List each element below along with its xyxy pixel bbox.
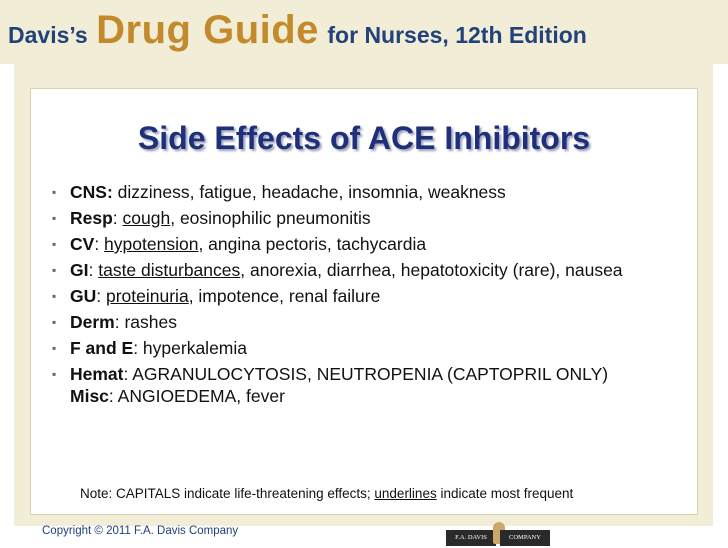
list-item [46,207,686,229]
slide-title: Side Effects of ACE Inhibitors [137,120,591,156]
item-label: Derm [70,312,115,332]
list-item [46,233,686,255]
list-item [46,285,686,307]
item-label: GI [70,260,89,280]
item-text-after: , angina pectoris, tachycardia [198,234,427,254]
item-underlined: taste disturbances [98,260,241,280]
logo-right-plate: COMPANY [500,530,550,546]
bullet-icon: ▪ [52,237,57,251]
bullet-icon: ▪ [52,341,57,355]
item-label: GU [70,286,97,306]
side-effects-list [46,181,686,411]
item-text: : [112,208,123,228]
item-text: : hyperkalemia [133,338,248,358]
bullet-icon: ▪ [52,263,57,277]
misc-label: Misc [70,386,109,406]
misc-text: : ANGIOEDEMA, fever [108,386,285,406]
copyright-text: Copyright © 2011 F.A. Davis Company [42,525,239,537]
book-title [8,8,587,53]
bullet-icon: ▪ [52,185,57,199]
item-label: F and E [70,338,134,358]
item-label: CV [70,234,95,254]
item-text: : [88,260,99,280]
note-underlined: underlines [374,486,437,501]
item-text-after: , anorexia, diarrhea, hepatotoxicity (rare), nausea [240,260,623,280]
item-text: : [94,234,105,254]
note-suffix: indicate most frequent [436,486,574,501]
list-item [46,181,686,203]
note-prefix: Note: CAPITALS indicate life-threatening effects; [80,486,375,501]
bullet-icon: ▪ [52,367,57,381]
list-item [46,363,686,407]
list-item [46,337,686,359]
item-text: : AGRANULOCYTOSIS, NEUTROPENIA (CAPTOPRIL ONLY) [123,364,609,384]
item-text: dizziness, fatigue, headache, insomnia, weakness [112,182,506,202]
bullet-icon: ▪ [52,211,57,225]
item-text-after: , impotence, renal failure [188,286,381,306]
logo-left-plate: F.A. DAVIS [446,530,496,546]
item-label: Hemat [70,364,124,384]
list-item [46,259,686,281]
bullet-icon: ▪ [52,315,57,329]
item-label: CNS: [70,182,113,202]
item-underlined: cough [122,208,171,228]
book-title-drug-guide: Drug Guide [96,8,319,52]
book-title-edition: for Nurses, 12th Edition [327,22,587,48]
item-label: Resp [70,208,113,228]
list-item [46,311,686,333]
publisher-logo [416,528,556,548]
item-underlined: hypotension [104,234,199,254]
legend-note [80,486,573,501]
bullet-icon: ▪ [52,289,57,303]
item-underlined: proteinuria [105,286,189,306]
item-text: : rashes [114,312,177,332]
book-title-davis: Davis’s [8,22,88,48]
header-bar [0,0,728,64]
item-text-after: , eosinophilic pneumonitis [170,208,371,228]
item-text: : [96,286,106,306]
